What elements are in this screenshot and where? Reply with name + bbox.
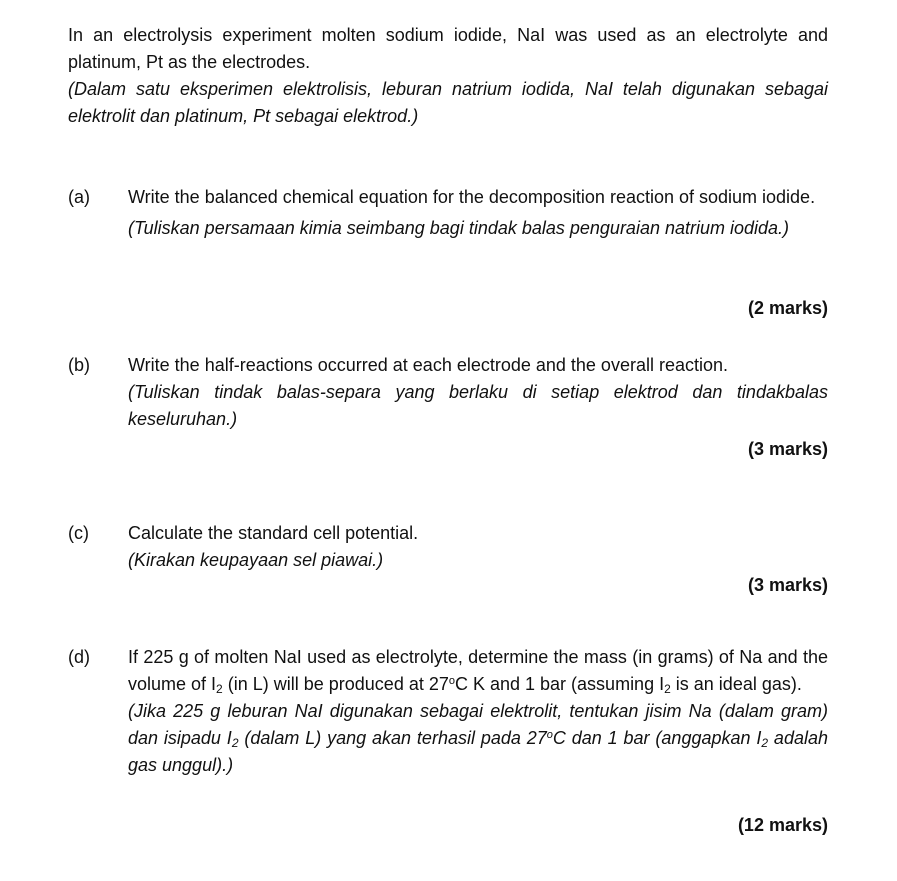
marks-label: (12 marks)	[737, 815, 828, 835]
question-label: (d)	[68, 647, 90, 667]
question-malay: (Tuliskan tindak balas-separa yang berlaku di setiap elektrod dan tindakbalas keseluruhan.)	[128, 382, 828, 429]
question-english: If 225 g of molten NaI used as electrolyte, determine the mass (in grams) of Na and the volume of $I_2$ (in L) will be produced at 27$^o$C K and 1 bar (assuming $I_2$ is an ideal gas).	[128, 647, 828, 696]
question-malay: (Kirakan keupayaan sel piawai.)	[128, 550, 384, 570]
question-english: Write the half-reactions occurred at each electrode and the overall reaction.	[128, 355, 728, 375]
question-english: Write the balanced chemical equation for the decomposition reaction of sodium iodide.	[128, 187, 816, 207]
marks-label: (3 marks)	[747, 439, 828, 459]
question-malay: (Jika 225 g leburan NaI digunakan sebagai elektrolit, tentukan jisim Na (dalam gram) dan isipadu $I_2$ (dalam L) yang akan terhasil pada 27$^o$C dan 1 bar (anggapkan $I_2$ adalah gas unggul).)	[128, 701, 828, 775]
question-english: Calculate the standard cell potential.	[128, 523, 419, 543]
question-d	[68, 644, 828, 835]
intro-malay: (Dalam satu eksperimen elektrolisis, leburan natrium iodida, NaI telah digunakan sebagai elektrolit dan platinum, Pt sebagai elektrod.)	[68, 79, 828, 126]
marks-label: (2 marks)	[747, 298, 828, 318]
intro-paragraph	[68, 22, 828, 130]
question-malay: (Tuliskan persamaan kimia seimbang bagi tindak balas penguraian natrium iodida.)	[128, 218, 790, 238]
question-label: (a)	[68, 187, 90, 207]
question-c	[68, 520, 828, 595]
question-b	[68, 352, 828, 459]
marks-label: (3 marks)	[747, 575, 828, 595]
question-a	[68, 184, 828, 318]
question-label: (b)	[68, 355, 90, 375]
question-label: (c)	[68, 523, 89, 543]
intro-english: In an electrolysis experiment molten sodium iodide, NaI was used as an electrolyte and platinum, Pt as the electrodes.	[68, 25, 828, 72]
